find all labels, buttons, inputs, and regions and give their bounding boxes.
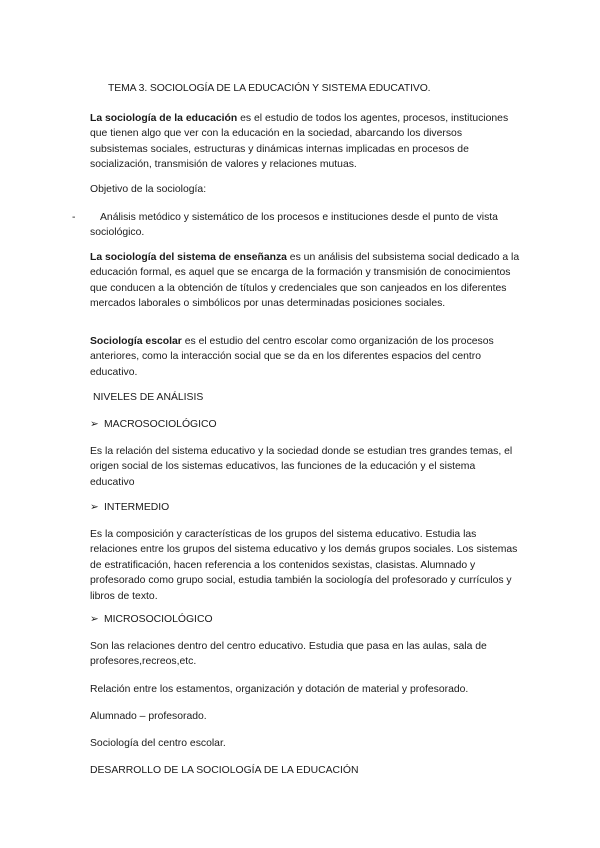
- paragraph-text: es el estudio de todos los agentes, procesos, instituciones que tienen algo que ver con la educación en la sociedad, abarcando los diversos subsistemas sociales, estructuras y dinámicas internas implicadas en procesos de socialización, transmisión de valores y relaciones mutuas.: [90, 113, 509, 171]
- relation-text: Relación entre los estamentos, organización y dotación de material y profesorado.: [90, 684, 469, 695]
- arrow-icon: ➢: [90, 419, 99, 430]
- micro-heading: [90, 612, 522, 627]
- term-sociology-of-education: La sociología de la educación: [90, 113, 238, 124]
- micro-heading-label: MICROSOCIOLÓGICO: [104, 614, 213, 625]
- macro-heading: [90, 417, 522, 432]
- intermediate-heading-label: INTERMEDIO: [104, 502, 170, 513]
- macro-heading-label: MACROSOCIOLÓGICO: [104, 419, 217, 430]
- levels-heading: NIVELES DE ANÁLISIS: [93, 392, 204, 403]
- development-heading: DESARROLLO DE LA SOCIOLOGÍA DE LA EDUCACIÓN: [90, 765, 359, 776]
- micro-text: Son las relaciones dentro del centro educativo. Estudia que pasa en las aulas, sala de profesores,recreos,etc.: [90, 641, 487, 668]
- arrow-icon: ➢: [90, 614, 99, 625]
- objective-label: Objetivo de la sociología:: [90, 184, 207, 195]
- school-text: Sociología del centro escolar.: [90, 738, 226, 749]
- arrow-icon: ➢: [90, 502, 99, 513]
- paragraph-text: es el estudio del centro escolar como organización de los procesos anteriores, como la interacción social que se da en los diferentes espacios del centro educativo.: [90, 336, 494, 378]
- intermediate-heading: [90, 500, 522, 515]
- objective-item: Análisis metódico y sistemático de los procesos e instituciones desde el punto de vista sociológico.: [90, 212, 498, 239]
- term-teaching-system: La sociología del sistema de enseñanza: [90, 252, 287, 263]
- paragraph-school-sociology: [90, 334, 522, 380]
- students-text: Alumnado – profesorado.: [90, 711, 207, 722]
- term-school-sociology: Sociología escolar: [90, 336, 182, 347]
- document-title: TEMA 3. SOCIOLOGÍA DE LA EDUCACIÓN Y SISTEMA EDUCATIVO.: [108, 83, 431, 94]
- paragraph-sociology-of-education: [90, 111, 522, 173]
- bullet-dash: -: [72, 212, 76, 223]
- macro-text: Es la relación del sistema educativo y la sociedad donde se estudian tres grandes temas, el origen social de los sistemas educativos, las funciones de la educación y el sistema educativo: [90, 446, 513, 488]
- paragraph-text: es un análisis del subsistema social dedicado a la educación formal, es aquel que se encarga de la formación y transmisión de conocimientos que conducen a la obtención de títulos y credenciales que son canjeados en los diferentes mercados laborales o simbólicos por unas determinadas posiciones sociales.: [90, 252, 520, 310]
- intermediate-text: Es la composición y características de los grupos del sistema educativo. Estudia las relaciones entre los grupos del sistema educativo y los demás grupos sociales. Los sistemas de estratificación, hacen referencia a los contenidos sexistas, clasistas. Alumnado y profesorado como grupo social, estudia también la sociología del profesorado y currículos y libros de texto.: [90, 529, 518, 602]
- paragraph-teaching-system: [90, 250, 522, 312]
